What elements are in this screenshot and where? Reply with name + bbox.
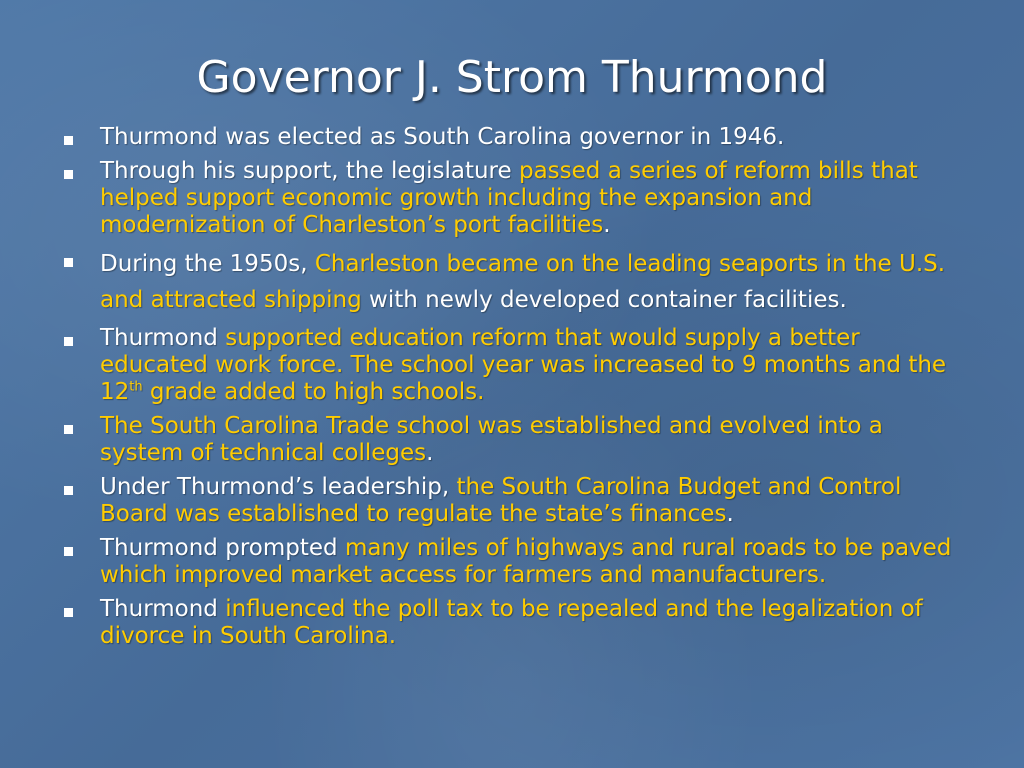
square-bullet-icon [64, 136, 73, 145]
bullet-item [62, 535, 972, 589]
bullet-text: Thurmond [100, 596, 226, 622]
bullet-highlight-text: the South Carolina Budget and Control Board was established to regulate the state’s finances [100, 474, 902, 527]
square-bullet-icon [64, 337, 73, 346]
bullet-item [62, 124, 972, 151]
bullet-text: Under Thurmond’s leadership, [100, 474, 457, 500]
bullet-item [62, 325, 972, 406]
square-bullet-icon [64, 425, 73, 434]
bullet-item [62, 474, 972, 528]
bullet-highlight-text: many miles of highways and rural roads to be paved which improved market access for farmers and manufacturers. [100, 535, 952, 588]
square-bullet-icon [64, 608, 73, 617]
bullet-highlight-text: passed a series of reform bills that helped support economic growth including the expansion and modernization of Charleston’s port facilities [100, 158, 918, 238]
square-bullet-icon [64, 170, 73, 179]
square-bullet-icon [64, 547, 73, 556]
square-bullet-icon [64, 258, 73, 267]
bullet-item [62, 158, 972, 239]
square-bullet-icon [64, 486, 73, 495]
bullet-highlight-text: influenced the poll tax to be repealed and the legalization of divorce in South Carolina. [100, 596, 923, 649]
bullet-text: Thurmond was elected as South Carolina governor in 1946. [100, 124, 785, 150]
bullet-text: Thurmond [100, 325, 226, 351]
bullet-text: . [603, 212, 611, 238]
bullet-highlight-text: Charleston became on the leading seaports in the U.S. and attracted shipping [100, 251, 946, 313]
bullet-highlight-text: supported education reform that would supply a better educated work force. The school year was increased to 9 months and the 12 [100, 325, 947, 405]
bullet-text: . [426, 440, 434, 466]
bullet-text: Thurmond prompted [100, 535, 345, 561]
bullet-highlight-text: The South Carolina Trade school was established and evolved into a system of technical colleges [100, 413, 883, 466]
superscript-text: th [129, 379, 143, 395]
bullet-highlight-text: grade added to high schools. [142, 379, 485, 405]
bullet-list [62, 124, 972, 657]
bullet-text: Through his support, the legislature [100, 158, 519, 184]
bullet-item [62, 596, 972, 650]
bullet-item [62, 246, 972, 318]
bullet-text: . [726, 501, 734, 527]
bullet-item [62, 413, 972, 467]
slide-title: Governor J. Strom Thurmond [196, 52, 828, 103]
bullet-text: with newly developed container facilities. [361, 287, 847, 313]
bullet-text: During the 1950s, [100, 251, 315, 277]
